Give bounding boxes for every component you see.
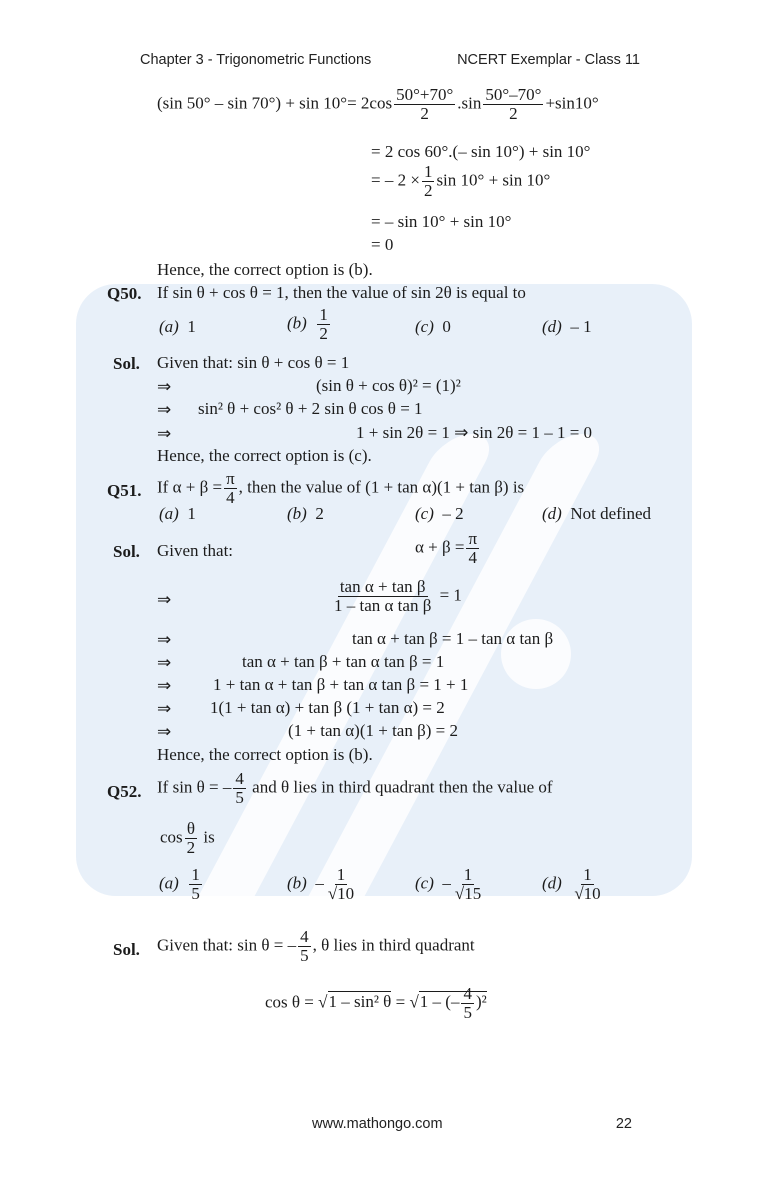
question-label: Q52.: [107, 782, 142, 801]
solution-step: $\frac{\text{tan α + tan β}}{\text{1 – tan α tan β}}$ = 1: [334, 577, 462, 615]
implies-icon: ⇒: [157, 630, 172, 650]
solution-step: (1 + tan α)(1 + tan β) = 2: [288, 721, 458, 740]
prev-solution-line-2: = 2 cos 60°.(– sin 10°) + sin 10°: [371, 142, 591, 161]
solution-conclusion: Hence, the correct option is (c).: [157, 446, 372, 465]
page-header: [140, 52, 640, 68]
solution-step: tan α + tan β = 1 – tan α tan β: [352, 629, 554, 648]
implies-icon: ⇒: [157, 699, 172, 719]
implies-icon: ⇒: [157, 377, 172, 397]
solution-label: Sol.: [113, 542, 140, 561]
solution-label: Sol.: [113, 354, 140, 373]
solution-given-equation: α + β = $\frac{\pi}{4}$: [415, 529, 478, 567]
implies-icon: ⇒: [157, 424, 172, 444]
page-number: 22: [615, 1116, 632, 1132]
option-a: (a) $\frac{1}{5}$: [159, 865, 200, 903]
implies-icon: ⇒: [157, 653, 172, 673]
option-d: (d) – 1: [542, 317, 592, 336]
solution-given: Given that: sin θ + cos θ = 1: [157, 353, 350, 372]
option-c: (c) – 2: [415, 504, 464, 523]
solution-step: cos θ = √1 – sin² θ = √1 – (– $\frac{4}{5}$ )²: [265, 984, 487, 1022]
solution-given: Given that: sin θ = – $\frac{4}{5}$ , θ lies in third quadrant: [157, 927, 475, 965]
question-text: If sin θ + cos θ = 1, then the value of sin 2θ is equal to: [157, 283, 526, 302]
book-title: NCERT Exemplar - Class 11: [457, 52, 640, 68]
prev-solution-line-3: = – 2 × $\frac{1}{2}$ sin 10° + sin 10°: [371, 162, 551, 200]
option-c: (c) 0: [415, 317, 451, 336]
prev-solution-line-4: = – sin 10° + sin 10°: [371, 212, 512, 231]
solution-step: 1 + sin 2θ = 1 ⇒ sin 2θ = 1 – 1 = 0: [356, 423, 593, 442]
prev-solution-conclusion: Hence, the correct option is (b).: [157, 260, 373, 279]
question-text: If α + β = $\frac{\pi}{4}$ , then the value of (1 + tan α)(1 + tan β) is: [157, 469, 525, 507]
solution-step: tan α + tan β + tan α tan β = 1: [242, 652, 445, 671]
chapter-title: Chapter 3 - Trigonometric Functions: [140, 52, 372, 68]
solution-given: Given that:: [157, 541, 234, 560]
question-label: Q50.: [107, 284, 142, 303]
implies-icon: ⇒: [157, 676, 172, 696]
question-label: Q51.: [107, 481, 142, 500]
prev-solution-line-1: (sin 50° – sin 70°) + sin 10°= 2cos $\frac{50^\circ+70^\circ}{2}$ .sin $\frac{50^\circ-70^\circ}{2}$ +sin10°: [157, 85, 599, 123]
fraction: $\frac{50^\circ-70^\circ}{2}$: [485, 85, 542, 123]
page-footer: [312, 1116, 632, 1132]
option-c: (c) – $\frac{1}{√15}$: [415, 865, 482, 903]
implies-icon: ⇒: [157, 590, 172, 610]
solution-conclusion: Hence, the correct option is (b).: [157, 745, 373, 764]
solution-step: 1(1 + tan α) + tan β (1 + tan α) = 2: [210, 698, 445, 717]
question-text-cont: cos $\frac{\theta}{2}$ is: [160, 819, 215, 857]
option-d: (d) Not defined: [542, 504, 652, 523]
solution-step: (sin θ + cos θ)² = (1)²: [316, 376, 461, 395]
website-link[interactable]: www.mathongo.com: [312, 1116, 443, 1132]
option-b: (b) 2: [287, 504, 324, 523]
prev-solution-line-5: = 0: [371, 235, 394, 254]
implies-icon: ⇒: [157, 400, 172, 420]
fraction: $\frac{50^\circ+70^\circ}{2}$: [396, 85, 454, 123]
option-b: (b) $\frac{1}{2}$: [287, 305, 328, 343]
question-text: If sin θ = – $\frac{4}{5}$ and θ lies in third quadrant then the value of: [157, 769, 553, 807]
implies-icon: ⇒: [157, 722, 172, 742]
option-a: (a) 1: [159, 317, 196, 336]
solution-step: 1 + tan α + tan β + tan α tan β = 1 + 1: [213, 675, 469, 694]
solution-label: Sol.: [113, 940, 140, 959]
option-d: (d) $\frac{1}{√10}$: [542, 865, 601, 903]
option-b: (b) – $\frac{1}{√10}$: [287, 865, 355, 903]
option-a: (a) 1: [159, 504, 196, 523]
solution-step: sin² θ + cos² θ + 2 sin θ cos θ = 1: [198, 399, 423, 418]
